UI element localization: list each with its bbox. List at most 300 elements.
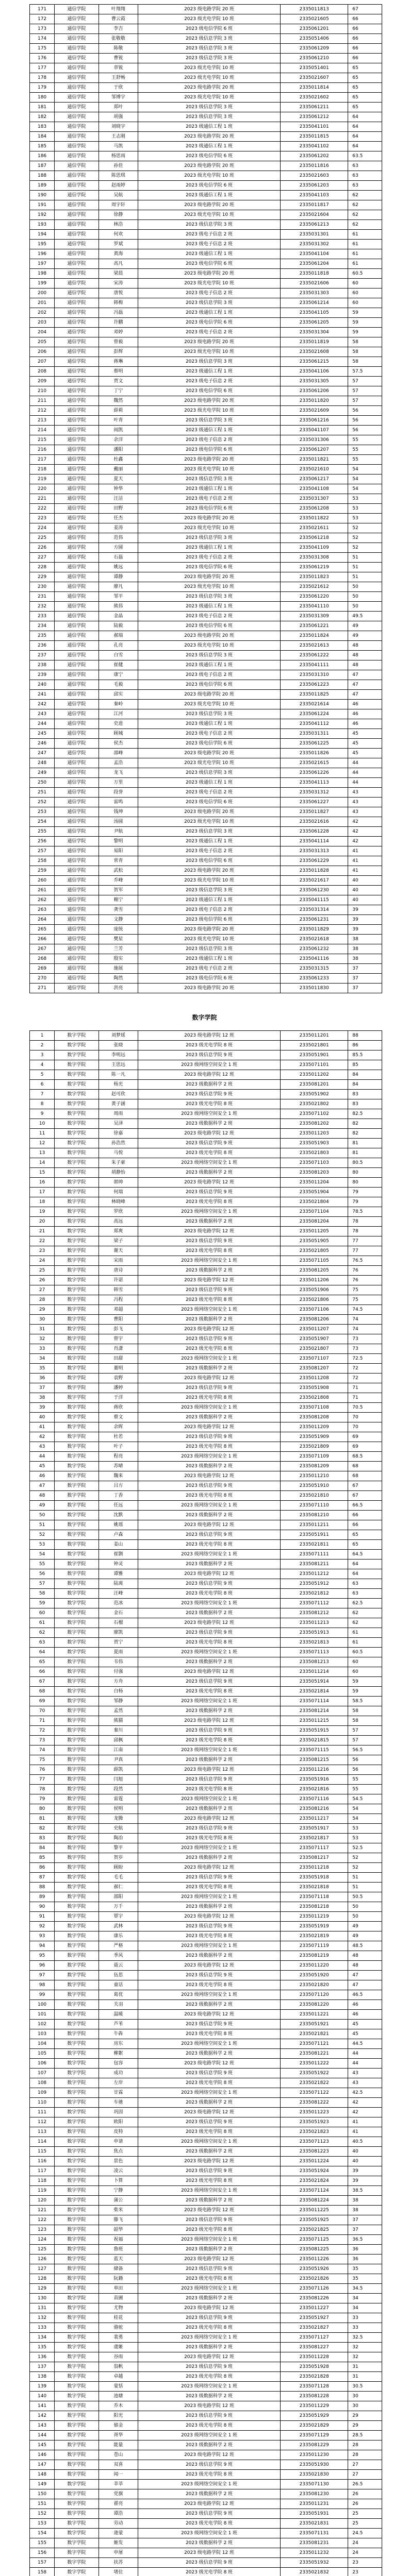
college-cell: 通信学院 <box>55 514 99 523</box>
student-id: 2335031309 <box>280 612 348 621</box>
row-number: 238 <box>30 660 55 670</box>
score: 32.5 <box>348 2333 382 2343</box>
score: 37 <box>348 964 382 974</box>
row-number: 107 <box>30 2069 55 2078</box>
student-id: 2335011818 <box>280 269 348 279</box>
student-name: 尹航 <box>99 827 138 837</box>
class-name: 2023 级网络空间安全 1 班 <box>138 1648 281 1657</box>
row-number: 73 <box>30 1736 55 1745</box>
table-row <box>30 925 382 935</box>
row-number: 61 <box>30 1618 55 1628</box>
score: 38 <box>348 954 382 964</box>
table-row <box>30 1736 382 1745</box>
row-number: 216 <box>30 445 55 455</box>
table-row <box>30 2245 382 2255</box>
college-cell: 通信学院 <box>55 837 99 846</box>
table-row <box>30 631 382 641</box>
student-id: 2335031304 <box>280 328 348 337</box>
row-number: 212 <box>30 406 55 416</box>
table-row <box>30 944 382 954</box>
student-name: 关羽 <box>99 2000 138 2010</box>
score: 62 <box>348 210 382 220</box>
score: 34 <box>348 2294 382 2303</box>
class-name: 2023 级光电学院 10 班 <box>138 63 281 73</box>
score: 25 <box>348 2519 382 2529</box>
class-name: 2023 级数据科学 2 班 <box>138 2538 281 2548</box>
college-cell: 数字学院 <box>55 1501 99 1511</box>
table-row <box>30 582 382 592</box>
college-cell: 数字学院 <box>55 2323 99 2333</box>
row-number: 97 <box>30 1971 55 1980</box>
class-name: 2023 级光电学院 8 班 <box>138 1687 281 1697</box>
student-id: 2335081228 <box>280 2392 348 2401</box>
class-name: 2023 级信息学院 9 班 <box>138 1726 281 1736</box>
college-cell: 数字学院 <box>55 2441 99 2450</box>
college-cell: 数字学院 <box>55 1168 99 1178</box>
table-row <box>30 1648 382 1657</box>
student-name: 易阳 <box>99 846 138 856</box>
college-cell: 通信学院 <box>55 240 99 249</box>
college-cell: 数字学院 <box>55 1070 99 1080</box>
table-row <box>30 2303 382 2313</box>
student-name: 聂云 <box>99 1961 138 1971</box>
student-id: 2335021814 <box>280 1687 348 1697</box>
row-number: 80 <box>30 1804 55 1814</box>
college-cell: 通信学院 <box>55 504 99 514</box>
student-name: 龙腾 <box>99 1814 138 1824</box>
score: 56 <box>348 1755 382 1765</box>
college-cell: 数字学院 <box>55 2215 99 2225</box>
row-number: 44 <box>30 1452 55 1462</box>
student-id: 2335051929 <box>280 2411 348 2421</box>
student-id: 2335041108 <box>280 484 348 494</box>
student-id: 2335011215 <box>280 1716 348 1726</box>
row-number: 101 <box>30 2010 55 2020</box>
student-id: 2335061223 <box>280 680 348 690</box>
table-row <box>30 1197 382 1207</box>
class-name: 2023 级光电学院 8 班 <box>138 1638 281 1648</box>
table-row <box>30 2000 382 2010</box>
student-id: 2335011218 <box>280 1863 348 1873</box>
table-row <box>30 2519 382 2529</box>
student-id: 2335011227 <box>280 2303 348 2313</box>
class-name: 2023 级电路学院 12 班 <box>138 2401 281 2411</box>
class-name: 2023 级电路学院 12 班 <box>138 1031 281 1041</box>
table-row <box>30 2069 382 2078</box>
class-name: 2023 级数据科学 2 班 <box>138 1657 281 1667</box>
score: 43 <box>348 807 382 817</box>
college-cell: 数字学院 <box>55 1266 99 1276</box>
class-name: 2023 级电路学院 12 班 <box>138 2010 281 2020</box>
class-name: 2023 级信息学院 3 班 <box>138 474 281 484</box>
row-number: 124 <box>30 2235 55 2245</box>
table-row <box>30 1266 382 1276</box>
class-name: 2023 级电路学院 12 班 <box>138 1178 281 1188</box>
student-name: 夏雨 <box>99 1648 138 1657</box>
college-cell: 数字学院 <box>55 2235 99 2245</box>
table-row <box>30 367 382 377</box>
table-row <box>30 181 382 191</box>
score: 80.5 <box>348 1158 382 1168</box>
score: 38 <box>348 2196 382 2206</box>
table-row <box>30 553 382 563</box>
student-id: 2335051928 <box>280 2362 348 2372</box>
score: 39 <box>348 2176 382 2186</box>
class-name: 2023 级光电学院 8 班 <box>138 1980 281 1990</box>
college-cell: 数字学院 <box>55 2489 99 2499</box>
student-name: 温暖 <box>99 2010 138 2020</box>
class-name: 2023 级信息学院 9 班 <box>138 1824 281 1834</box>
class-name: 2023 级电信学院 6 班 <box>138 24 281 34</box>
student-name: 曾毅 <box>99 337 138 347</box>
student-name: 童话 <box>99 1980 138 1990</box>
table-row <box>30 2010 382 2020</box>
college-cell: 数字学院 <box>55 1109 99 1119</box>
score: 50 <box>348 1902 382 1912</box>
college-cell: 数字学院 <box>55 2401 99 2411</box>
student-name: 范伟 <box>99 533 138 543</box>
class-name: 2023 级信息学院 3 班 <box>138 34 281 44</box>
class-name: 2023 级数据科学 2 班 <box>138 2196 281 2206</box>
score: 41 <box>348 2127 382 2137</box>
student-id: 2335081213 <box>280 1657 348 1667</box>
class-name: 2023 级光电学院 10 班 <box>138 758 281 768</box>
table-row <box>30 318 382 328</box>
class-name: 2023 级网络空间安全 1 班 <box>138 1843 281 1853</box>
student-id: 2335021612 <box>280 582 348 592</box>
table-row <box>30 758 382 768</box>
student-name: 翟亮 <box>99 2499 138 2509</box>
table-row <box>30 34 382 44</box>
table-row <box>30 83 382 93</box>
student-name: 包容 <box>99 2059 138 2069</box>
table-row <box>30 817 382 827</box>
college-cell: 通信学院 <box>55 709 99 719</box>
score: 38 <box>348 935 382 944</box>
row-number: 79 <box>30 1794 55 1804</box>
class-name: 2023 级电子信息 2 班 <box>138 905 281 915</box>
row-number: 27 <box>30 1285 55 1295</box>
class-name: 2023 级网络空间安全 1 班 <box>138 2235 281 2245</box>
student-name: 黄子涵 <box>99 1099 138 1109</box>
score: 42 <box>348 827 382 837</box>
college-cell: 通信学院 <box>55 93 99 103</box>
class-name: 2023 级信息学院 3 班 <box>138 112 281 122</box>
class-name: 2023 级信息学院 9 班 <box>138 1050 281 1060</box>
college-cell: 数字学院 <box>55 2137 99 2147</box>
score: 55 <box>348 1785 382 1794</box>
class-name: 2023 级光电学院 8 班 <box>138 2568 281 2576</box>
score: 86 <box>348 1041 382 1050</box>
student-id: 2335031306 <box>280 435 348 445</box>
row-number: 139 <box>30 2382 55 2392</box>
student-name: 郁金 <box>99 2421 138 2431</box>
college-cell: 通信学院 <box>55 484 99 494</box>
student-name: 裴勇 <box>99 2333 138 2343</box>
student-name: 姬发 <box>99 2538 138 2548</box>
college-cell: 通信学院 <box>55 621 99 631</box>
row-number: 100 <box>30 2000 55 2010</box>
score: 24 <box>348 2538 382 2548</box>
table-row <box>30 494 382 504</box>
score: 65 <box>348 1530 382 1540</box>
student-id: 2335011217 <box>280 1814 348 1824</box>
table-row <box>30 230 382 240</box>
class-name: 2023 级网络空间安全 1 班 <box>138 1697 281 1706</box>
student-name: 乔木 <box>99 2401 138 2411</box>
table-row <box>30 2411 382 2421</box>
student-id: 2335031305 <box>280 377 348 386</box>
score: 64.5 <box>348 1550 382 1560</box>
student-name: 金石 <box>99 1608 138 1618</box>
class-name: 2023 级信息学院 9 班 <box>138 1579 281 1589</box>
table-row <box>30 974 382 984</box>
row-number: 141 <box>30 2401 55 2411</box>
college-cell: 数字学院 <box>55 1589 99 1599</box>
student-name: 侯明 <box>99 1804 138 1814</box>
student-id: 2335071121 <box>280 2039 348 2049</box>
score: 79 <box>348 1197 382 1207</box>
student-id: 2335061228 <box>280 827 348 837</box>
college-cell: 通信学院 <box>55 269 99 279</box>
class-name: 2023 级光电学院 8 班 <box>138 2519 281 2529</box>
class-name: 2023 级数据科学 2 班 <box>138 2441 281 2450</box>
class-name: 2023 级光电学院 10 班 <box>138 93 281 103</box>
score: 44 <box>348 778 382 788</box>
table-row <box>30 690 382 700</box>
table-row <box>30 905 382 915</box>
score: 40.5 <box>348 2137 382 2147</box>
score: 39 <box>348 915 382 925</box>
college-cell: 通信学院 <box>55 151 99 161</box>
score: 53 <box>348 1834 382 1843</box>
row-number: 226 <box>30 543 55 553</box>
row-number: 25 <box>30 1266 55 1276</box>
score: 72 <box>348 1364 382 1374</box>
college-cell: 通信学院 <box>55 200 99 210</box>
table-row <box>30 1765 382 1775</box>
table-row <box>30 1217 382 1227</box>
college-cell: 数字学院 <box>55 2176 99 2186</box>
student-name: 方圆 <box>99 543 138 553</box>
student-name: 邓超 <box>99 1305 138 1315</box>
table-row <box>30 1824 382 1834</box>
student-id: 2335061229 <box>280 856 348 866</box>
class-name: 2023 级电路学院 12 班 <box>138 2450 281 2460</box>
college-cell: 通信学院 <box>55 563 99 572</box>
table-row <box>30 523 382 533</box>
table-row <box>30 5 382 14</box>
score: 46 <box>348 2010 382 2020</box>
student-name: 丁香 <box>99 1491 138 1501</box>
class-name: 2023 级电子信息 2 班 <box>138 964 281 974</box>
student-id: 2335011203 <box>280 1129 348 1139</box>
table-row <box>30 1697 382 1706</box>
college-cell: 数字学院 <box>55 1863 99 1873</box>
class-name: 2023 级通信工程 1 班 <box>138 602 281 612</box>
row-number: 143 <box>30 2421 55 2431</box>
class-name: 2023 级光电学院 8 班 <box>138 1736 281 1745</box>
student-id: 2335061208 <box>280 504 348 514</box>
student-name: 芦苇 <box>99 2020 138 2029</box>
score: 27 <box>348 2470 382 2480</box>
table-row <box>30 984 382 993</box>
student-name: 储备 <box>99 2264 138 2274</box>
row-number: 24 <box>30 1256 55 1266</box>
student-name: 池塘 <box>99 2392 138 2401</box>
table-row <box>30 2343 382 2352</box>
student-name: 能量 <box>99 2441 138 2450</box>
college-cell: 数字学院 <box>55 1236 99 1246</box>
college-cell: 数字学院 <box>55 1285 99 1295</box>
table-row <box>30 2020 382 2029</box>
score: 65 <box>348 103 382 112</box>
student-name: 何欢 <box>99 230 138 240</box>
table-row <box>30 1569 382 1579</box>
table-row <box>30 1941 382 1951</box>
student-name: 蔡明 <box>99 367 138 377</box>
class-name: 2023 级数据科学 2 班 <box>138 1168 281 1178</box>
student-id: 2335071120 <box>280 1990 348 2000</box>
score: 42 <box>348 2108 382 2117</box>
college-cell: 数字学院 <box>55 1599 99 1608</box>
score: 50 <box>348 592 382 602</box>
class-name: 2023 级网络空间安全 1 班 <box>138 1794 281 1804</box>
class-name: 2023 级光电学院 10 班 <box>138 523 281 533</box>
class-name: 2023 级电信学院 6 班 <box>138 856 281 866</box>
student-id: 2335011230 <box>280 2450 348 2460</box>
row-number: 116 <box>30 2157 55 2166</box>
student-name: 范冰 <box>99 1599 138 1608</box>
score: 29 <box>348 2421 382 2431</box>
row-number: 55 <box>30 1560 55 1569</box>
college-cell: 数字学院 <box>55 2558 99 2568</box>
table-row <box>30 1422 382 1432</box>
score: 76 <box>348 1276 382 1285</box>
student-name: 冯磊 <box>99 308 138 318</box>
college-cell: 通信学院 <box>55 357 99 367</box>
table-row <box>30 435 382 445</box>
college-cell: 数字学院 <box>55 1050 99 1060</box>
score: 57.5 <box>348 367 382 377</box>
student-id: 2335041107 <box>280 426 348 435</box>
class-name: 2023 级信息学院 9 班 <box>138 1530 281 1540</box>
row-number: 29 <box>30 1305 55 1315</box>
row-number: 211 <box>30 396 55 406</box>
table-row <box>30 954 382 964</box>
college-cell: 数字学院 <box>55 1462 99 1471</box>
student-id: 2335081223 <box>280 2147 348 2157</box>
class-name: 2023 级通信工程 1 班 <box>138 122 281 132</box>
student-id: 2335031310 <box>280 670 348 680</box>
student-name: 苏晴 <box>99 1462 138 1471</box>
student-name: 单田 <box>99 2284 138 2294</box>
student-name: 焦点 <box>99 2147 138 2157</box>
student-id: 2335081211 <box>280 1560 348 1569</box>
student-name: 魏来 <box>99 1471 138 1481</box>
college-cell: 通信学院 <box>55 612 99 621</box>
class-name: 2023 级电子信息 2 班 <box>138 729 281 739</box>
table-row <box>30 1471 382 1481</box>
row-number: 253 <box>30 807 55 817</box>
college-cell: 数字学院 <box>55 1579 99 1589</box>
row-number: 225 <box>30 533 55 543</box>
row-number: 117 <box>30 2166 55 2176</box>
class-name: 2023 级光电学院 8 班 <box>138 1589 281 1599</box>
table-row <box>30 2166 382 2176</box>
student-id: 2335061209 <box>280 44 348 54</box>
score: 84 <box>348 1070 382 1080</box>
score: 52.5 <box>348 1843 382 1853</box>
student-id: 2335061233 <box>280 974 348 984</box>
table-row <box>30 406 382 416</box>
table-row <box>30 377 382 386</box>
student-id: 2335011816 <box>280 161 348 171</box>
row-number: 180 <box>30 93 55 103</box>
row-number: 19 <box>30 1207 55 1217</box>
class-name: 2023 级数据科学 2 班 <box>138 1511 281 1520</box>
score: 40 <box>348 895 382 905</box>
student-name: 汪洁 <box>99 494 138 504</box>
college-cell: 通信学院 <box>55 700 99 709</box>
student-name: 王舒畅 <box>99 73 138 83</box>
college-cell: 数字学院 <box>55 2147 99 2157</box>
student-name: 蒲公 <box>99 2196 138 2206</box>
student-id: 2335051927 <box>280 2313 348 2323</box>
score: 64 <box>348 1560 382 1569</box>
score: 85 <box>348 1060 382 1070</box>
class-name: 2023 级电路学院 20 班 <box>138 161 281 171</box>
college-cell: 数字学院 <box>55 2392 99 2401</box>
college-cell: 通信学院 <box>55 406 99 416</box>
student-name: 劳动 <box>99 2519 138 2529</box>
student-id: 2335011223 <box>280 2108 348 2117</box>
student-name: 李明远 <box>99 1050 138 1060</box>
student-id: 2335021831 <box>280 2519 348 2529</box>
score: 51 <box>348 563 382 572</box>
class-name: 2023 级信息学院 9 班 <box>138 1090 281 1099</box>
score: 60 <box>348 1657 382 1667</box>
student-name: 杜若 <box>99 1432 138 1442</box>
student-name: 双喜 <box>99 2460 138 2470</box>
table-row <box>30 1236 382 1246</box>
row-number: 172 <box>30 14 55 24</box>
class-name: 2023 级光电学院 8 班 <box>138 2225 281 2235</box>
score: 67 <box>348 1481 382 1491</box>
class-name: 2023 级电路学院 12 班 <box>138 1618 281 1628</box>
college-cell: 数字学院 <box>55 1628 99 1638</box>
row-number: 209 <box>30 377 55 386</box>
student-name: 宋涛 <box>99 279 138 289</box>
row-number: 38 <box>30 1393 55 1403</box>
row-number: 244 <box>30 719 55 729</box>
class-name: 2023 级光电学院 8 班 <box>138 1540 281 1550</box>
college-cell: 数字学院 <box>55 2059 99 2069</box>
row-number: 156 <box>30 2548 55 2558</box>
row-number: 255 <box>30 827 55 837</box>
row-number: 261 <box>30 886 55 895</box>
class-name: 2023 级数据科学 2 班 <box>138 2392 281 2401</box>
student-name: 常青 <box>99 856 138 866</box>
table-row <box>30 1589 382 1599</box>
row-number: 34 <box>30 1354 55 1364</box>
college-cell: 数字学院 <box>55 1873 99 1883</box>
score: 48 <box>348 1961 382 1971</box>
score: 64 <box>348 1569 382 1579</box>
student-id: 2335061220 <box>280 592 348 602</box>
student-id: 2335081209 <box>280 1462 348 1471</box>
class-name: 2023 级信息学院 3 班 <box>138 768 281 778</box>
